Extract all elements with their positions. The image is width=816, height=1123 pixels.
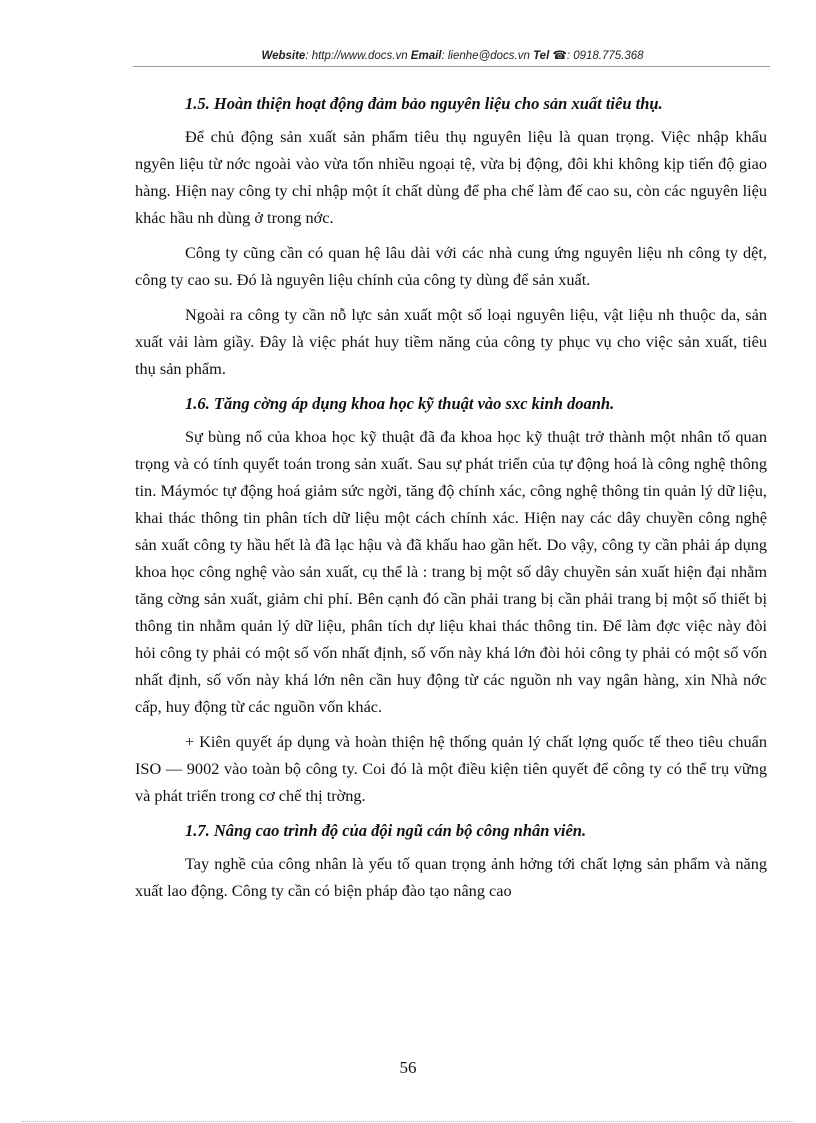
paragraph: Ngoài ra công ty cần nỗ lực sản xuất một số loại nguyên liệu, vật liệu nh thuộc da, sản xuất vải làm giầy. Đây là việc phát huy tiềm năng của công ty phục vụ cho việc sản xuất, tiêu thụ sản phẩm.: [135, 305, 767, 378]
page-bottom-border: [22, 1121, 794, 1122]
email-label: Email: [410, 50, 442, 62]
paragraph: Sự bùng nổ của khoa học kỹ thuật đã đa khoa học kỹ thuật trở thành một nhân tố quan trọng và có tính quyết toán trong sản xuất. Sau sự phát triển của tự động hoá là công nghệ thông tin. Máymóc tự động hoá giảm sức ngời, tăng độ chính xác, công nghệ thông tin quản lý dữ liệu, khai thác thông tin phân tích dữ liệu một cách chính xác. Hiện nay các dây chuyền công nghệ sản xuất công ty hầu hết là đã lạc hậu và đã khấu hao gần hết. Do vậy, công ty cần phải áp dụng khoa học công nghệ vào sản xuất, cụ thể là : trang bị một số dây chuyền sản xuất hiện đại nhằm tăng cờng sản xuất, giảm chi phí. Bên cạnh đó cần phải trang bị cần phải trang bị một số thiết bị thông tin nhằm quản lý dữ liệu, phân tích dự liệu khai thác thông tin. Để làm đợc việc này đòi hỏi công ty phải có một số vốn nhất định, số vốn này khá lớn đòi hỏi công ty phải có một số vốn nhất định, số vốn này khá lớn nên cần huy động từ các nguồn nh vay ngân hàng, xin Nhà nớc cấp, huy động từ các nguồn vốn khác.: [135, 427, 767, 716]
website-url: : http://www.docs.vn: [305, 50, 408, 62]
website-label: Website: [261, 50, 306, 62]
paragraph: Để chủ động sản xuất sản phẩm tiêu thụ nguyên liệu là quan trọng. Việc nhập khẩu ngyên liệu từ nớc ngoài vào vừa tốn nhiều ngoại tệ, vừa bị động, đôi khi không kịp tiến độ giao hàng. Hiện nay công ty chỉ nhập một ít chất dùng để pha chế làm đế cao su, còn các nguyên liệu khác hầu nh dùng ở trong nớc.: [135, 127, 767, 227]
page-header: [135, 48, 770, 62]
section-heading-1-5: 1.5. Hoàn thiện hoạt động đảm bảo nguyên liệu cho sản xuất tiêu thụ.: [185, 94, 663, 113]
paragraph: + Kiên quyết áp dụng và hoàn thiện hệ thống quản lý chất lợng quốc tế theo tiêu chuẩn ISO — 9002 vào toàn bộ công ty. Coi đó là một điều kiện tiên quyết để công ty có thể trụ vững và phát triển trong cơ chế thị trờng.: [135, 732, 767, 805]
tel-number: : 0918.775.368: [566, 50, 644, 62]
email-address: : lienhe@docs.vn: [441, 50, 530, 62]
header-divider: [133, 66, 770, 67]
paragraph: Công ty cũng cần có quan hệ lâu dài với các nhà cung ứng nguyên liệu nh công ty dệt, công ty cao su. Đó là nguyên liệu chính của công ty dùng để sản xuất.: [135, 243, 767, 289]
section-heading-1-6: 1.6. Tăng cờng áp dụng khoa học kỹ thuật vào sxc kinh doanh.: [185, 394, 615, 413]
document-body: [135, 90, 767, 912]
phone-icon: ☎: [552, 50, 567, 62]
paragraph: Tay nghề của công nhân là yếu tố quan trọng ảnh hởng tới chất lợng sản phẩm và năng xuất lao động. Công ty cần có biện pháp đào tạo nâng cao: [135, 854, 767, 900]
section-heading-1-7: 1.7. Nâng cao trình độ của đội ngũ cán bộ công nhân viên.: [185, 821, 587, 840]
page-number: 56: [399, 1058, 417, 1077]
tel-label: Tel: [533, 50, 550, 62]
